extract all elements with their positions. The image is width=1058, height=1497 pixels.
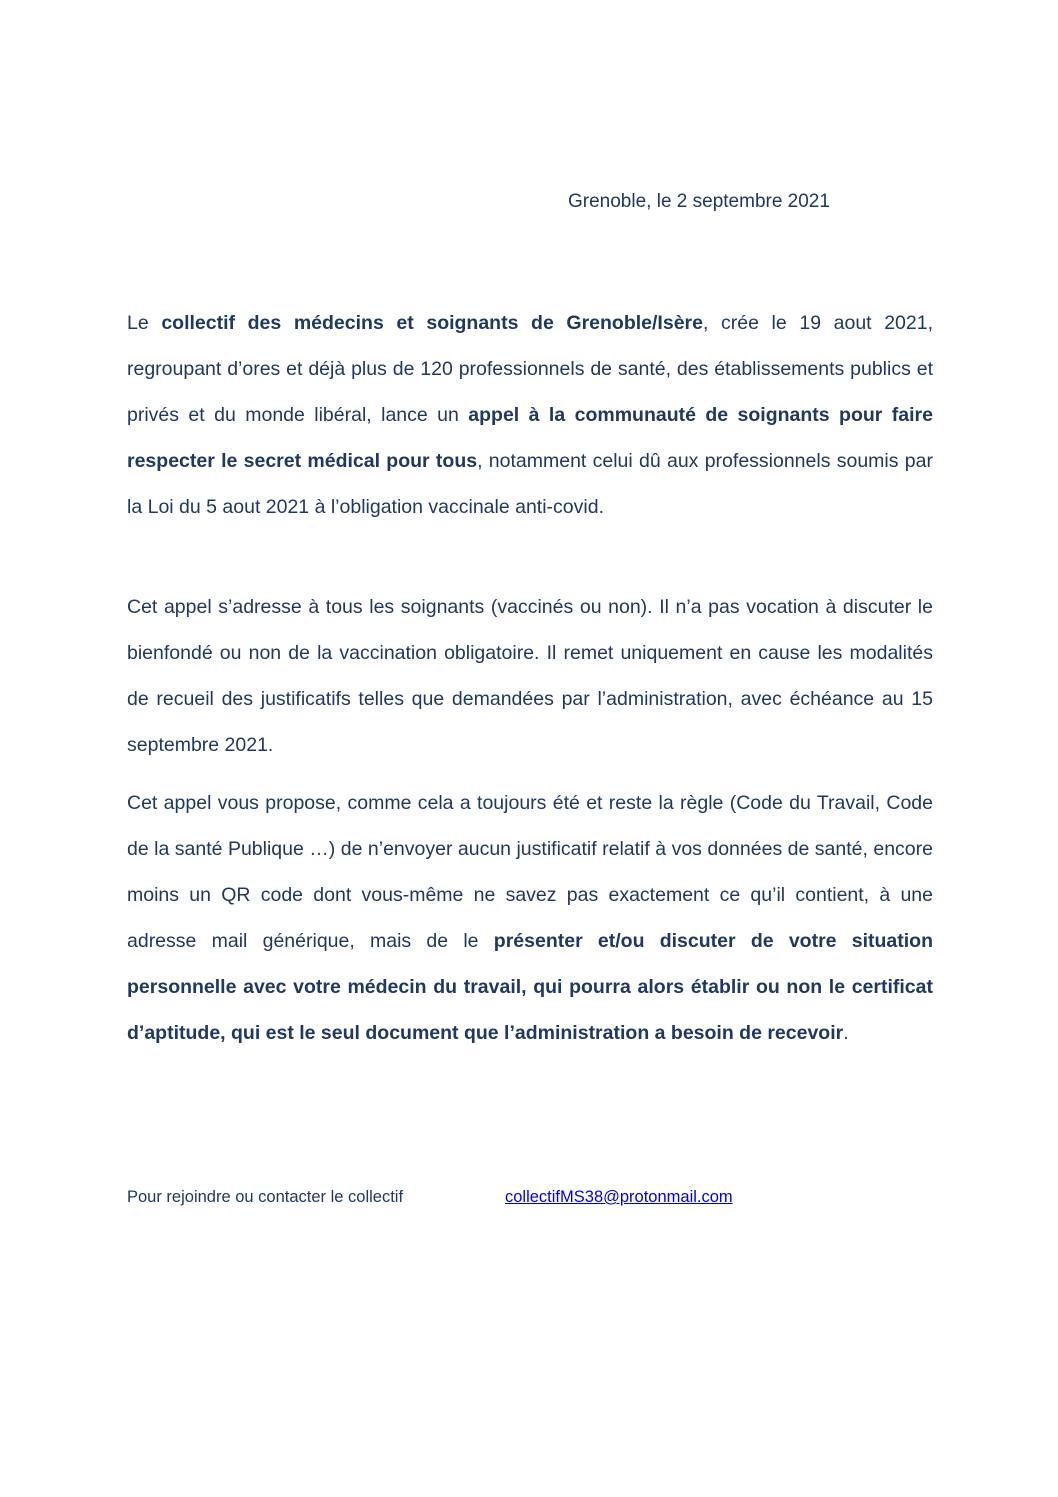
appeal-highlight: appel à la communauté de soignants pour faire respecter le secret médical pour tous	[127, 404, 933, 472]
letter-date: Grenoble, le 2 septembre 2021	[568, 191, 830, 212]
paragraph-intro	[127, 300, 933, 530]
paragraph-scope: Cet appel s’adresse à tous les soignants (vaccinés ou non). Il n’a pas vocation à discuter le bienfondé ou non de la vaccination obligatoire. Il remet uniquement en cause les modalités de recueil des justificatifs telles que demandées par l’administration, avec échéance au 15 septembre 2021.	[127, 596, 933, 756]
contact-email-link[interactable]: collectifMS38@protonmail.com	[505, 1188, 733, 1206]
proposal-text-1: Cet appel vous propose, comme cela a toujours été et reste la règle (Code du Travail, Code de la santé Publique …) de n’envoyer aucun justificatif relatif à vos données de santé, encore moins un QR code dont vous-même ne savez pas exactement ce qu’il contient, à une adresse mail générique, mais de le	[127, 792, 933, 952]
proposal-text-2: .	[843, 1022, 849, 1044]
proposal-highlight: présenter et/ou discuter de votre situation personnelle avec votre médecin du travail, qui pourra alors établir ou non le certificat d’aptitude, qui est le seul document que l’administration a besoin de recevoir	[127, 930, 933, 1044]
contact-label: Pour rejoindre ou contacter le collectif	[127, 1188, 404, 1206]
intro-text-1: Le	[127, 312, 162, 334]
intro-text-3: , notamment celui dû aux professionnels soumis par la Loi du 5 aout 2021 à l’obligation vaccinale anti-covid.	[127, 450, 933, 518]
paragraph-proposal	[127, 780, 933, 1056]
intro-text-2: , crée le 19 aout 2021, regroupant d’ores et déjà plus de 120 professionnels de santé, des établissements publics et privés et du monde libéral, lance un	[127, 312, 934, 426]
collective-name: collectif des médecins et soignants de Grenoble/Isère	[161, 312, 703, 334]
